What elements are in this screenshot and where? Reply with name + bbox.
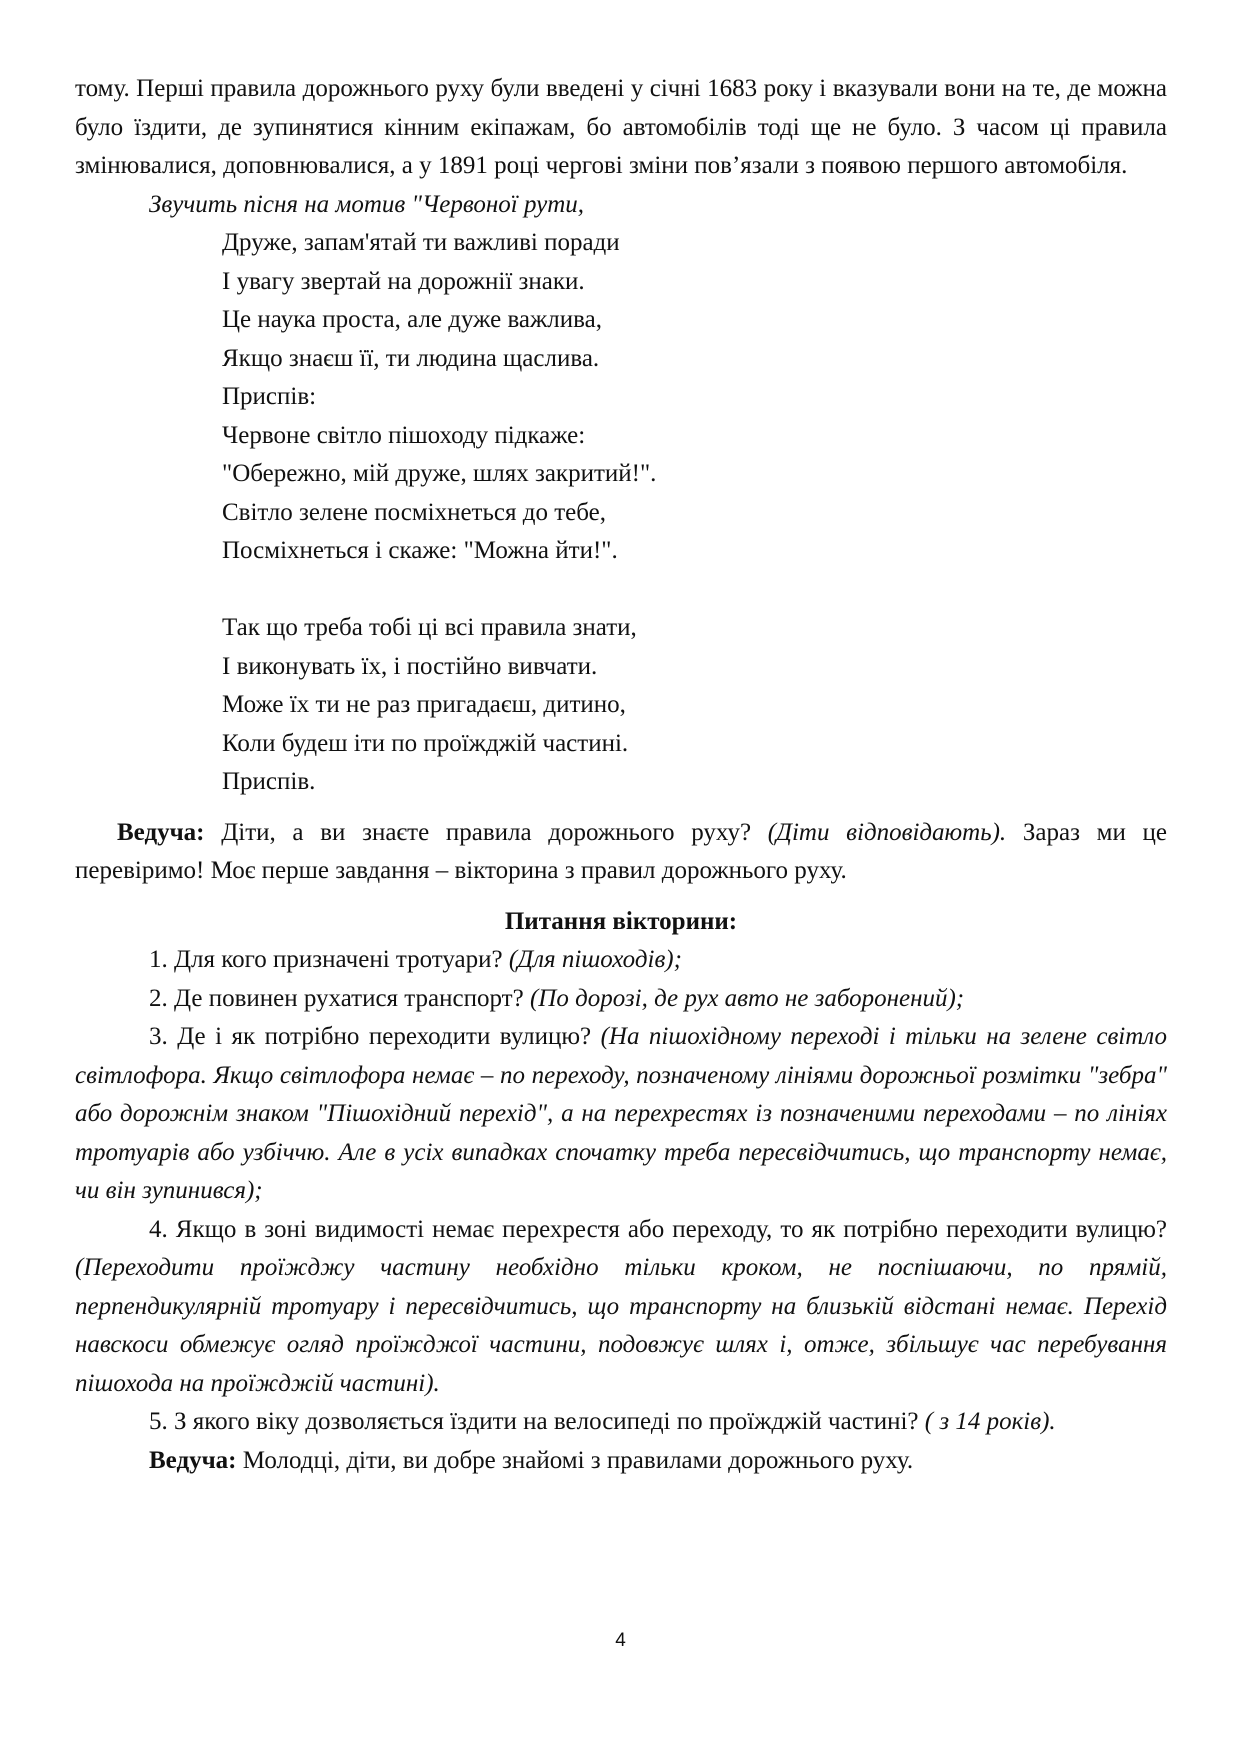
answer-text: ( з 14 років). [924,1408,1056,1435]
chorus-label: Приспів. [222,768,316,795]
song-verse-2 [222,609,1167,802]
answer-text: (По дорозі, де рух авто не заборонений); [529,984,965,1012]
song-introduction: Звучить пісня на мотив "Червоної рути, [149,190,585,218]
quiz-question-1 [75,941,1167,980]
quiz-question-4 [75,1211,1167,1404]
host-remark-1 [75,814,1167,891]
quiz-question-3 [75,1018,1167,1211]
speaker-label: Ведуча: [117,818,205,846]
question-text: 2. Де повинен рухатися транспорт? [149,984,530,1012]
question-text: 4. Якщо в зоні видимості немає перехрестя або переходу, то як потрібно переходити вулицю? [149,1215,1167,1243]
verse-line: Посміхнеться і скаже: "Можна йти!". [222,537,618,564]
verse-line: Червоне світло пішоходу підкаже: [222,421,586,449]
quiz-question-5 [75,1403,1167,1442]
answer-text: (На пішохідному переході і тільки на зелене світло світлофора. Якщо світлофора немає – по переходу, позначеному лініями дорожньої розмітки "зебра" або дорожнім знаком "Пішохідний перехід", а на перехрестях із позначеними переходами – по лініях тротуарів або узбіччю. Але в усіх випадках спочатку треба пересвідчитись, що транспорту немає, чи він зупинився); [75,1023,1168,1204]
remark-text: Зараз ми це перевіримо! Моє перше завдання – вікторина з правил дорожнього руху. [75,818,1167,884]
stage-direction: (Діти відповідають). [767,818,1007,846]
question-text: 3. Де і як потрібно переходити вулицю? [149,1023,601,1050]
remark-text: Молодці, діти, ви добре знайомі з правилами дорожнього руху. [236,1446,914,1474]
question-text: 5. З якого віку дозволяється їздити на велосипеді по проїжджій частині? [149,1408,925,1435]
verse-line: Може їх ти не раз пригадаєш, дитино, [222,691,626,718]
verse-line: І увагу звертай на дорожнії знаки. [222,267,585,295]
verse-line: Якщо знаєш її, ти людина щаслива. [222,344,600,372]
quiz-question-2 [75,980,1167,1019]
page-number: 4 [615,1630,626,1651]
verse-line: Друже, запам'ятай ти важливі поради [222,229,620,256]
document-page [75,70,1167,1480]
verse-line: Світло зелене посміхнеться до тебе, [222,498,606,526]
speaker-label: Ведуча: [149,1446,237,1474]
verse-line: І виконувать їх, і постійно вивчати. [222,652,598,680]
song-verse-1 [222,224,1167,571]
verse-line: Це наука проста, але дуже важлива, [222,306,602,333]
chorus-label: Приспів: [222,383,317,410]
remark-text: Діти, а ви знаєте правила дорожнього руху? [204,818,768,846]
verse-line: Так що треба тобі ці всі правила знати, [222,614,637,641]
verse-line: Коли будеш іти по проїжджій частині. [222,729,629,757]
quiz-heading: Питання вікторини: [504,907,738,935]
host-remark-2 [75,1442,1167,1481]
question-text: 1. Для кого призначені тротуари? [149,946,509,973]
answer-text: (Для пішоходів); [508,946,682,973]
intro-paragraph: тому. Перші правила дорожнього руху були введені у січні 1683 року і вказували вони на те, де можна було їздити, де зупинятися кінним екіпажам, бо автомобілів тоді ще не було. З часом ці правила змінювалися, доповнювалися, а у 1891 році чергові зміни пов’язали з появою першого автомобіля. [75,75,1167,179]
verse-line: "Обережно, мій друже, шлях закритий!". [222,460,657,487]
answer-text: (Переходити проїжджу частину необхідно тільки кроком, не поспішаючи, по прямій, перпендикулярній тротуару і пересвідчитись, що транспорту на близькій відстані немає. Перехід навскоси обмежує огляд проїжджої частини, подовжує шлях і, отже, збільшує час перебування пішохода на проїжджій частині). [75,1254,1167,1397]
